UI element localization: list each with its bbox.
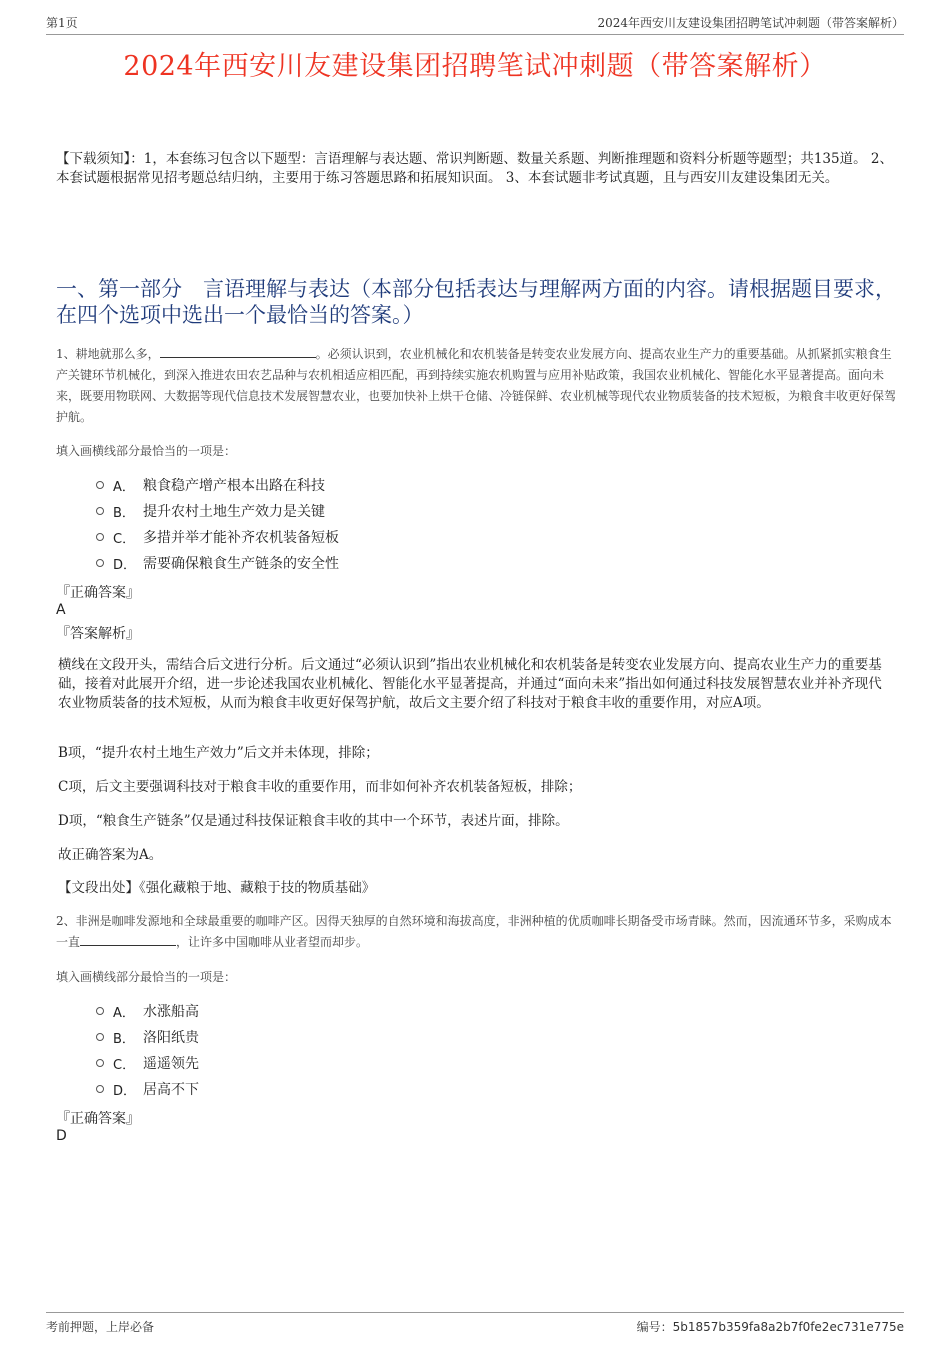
page-header xyxy=(46,14,904,35)
radio-icon[interactable] xyxy=(96,1033,104,1041)
section-title: 一、第一部分 言语理解与表达（本部分包括表达与理解两方面的内容。请根据题目要求，在四个选项中选出一个最恰当的答案。） xyxy=(56,277,896,327)
option-d[interactable]: D． 需要确保粮食生产链条的安全性 xyxy=(96,550,339,576)
option-a[interactable]: A． 粮食稳产增产根本出路在科技 xyxy=(96,472,339,498)
radio-icon[interactable] xyxy=(96,1085,104,1093)
analysis-label: 『答案解析』 xyxy=(56,626,140,642)
correct-answer: A xyxy=(56,602,66,618)
radio-icon[interactable] xyxy=(96,533,104,541)
option-a[interactable]: A． 水涨船高 xyxy=(96,998,199,1024)
footer-slogan: 考前押题，上岸必备 xyxy=(46,1320,155,1334)
option-c[interactable]: C． 遥遥领先 xyxy=(96,1050,199,1076)
question-1-body: 。必须认识到，农业机械化和农机装备是转变农业发展方向、提高农业生产力的重要基础。从抓紧抓实粮食生产关键环节机械化，到深入推进农田农艺品种与农机相适应相匹配，再到持续实施农机购置与应用补贴政策，我国农业机械化、智能化水平显著提高。面向未来，既要用物联网、大数据等现代信息技术发展智慧农业，也要加快补上烘干仓储、冷链保鲜、农业机械等现代农业物质装备的技术短板，为粮食丰收更好保驾护航。 xyxy=(56,347,897,424)
correct-answer: D xyxy=(56,1128,67,1144)
source-citation: 【文段出处】《强化藏粮于地、藏粮于技的物质基础》 xyxy=(58,880,376,896)
question-2-text xyxy=(56,911,900,953)
question-1-prompt: 填入画横线部分最恰当的一项是： xyxy=(56,444,237,458)
radio-icon[interactable] xyxy=(96,507,104,515)
radio-icon[interactable] xyxy=(96,559,104,567)
question-1-options xyxy=(96,472,339,576)
page-footer xyxy=(46,1312,904,1335)
document-title: 2024年西安川友建设集团招聘笔试冲刺题（带答案解析） xyxy=(123,51,827,82)
correct-answer-label: 『正确答案』 xyxy=(56,585,140,601)
option-b[interactable]: B． 洛阳纸贵 xyxy=(96,1024,199,1050)
correct-answer-label: 『正确答案』 xyxy=(56,1111,140,1127)
answer-blank xyxy=(160,345,316,358)
question-2-options xyxy=(96,998,199,1102)
download-notice: 【下载须知】：1，本套练习包含以下题型：言语理解与表达题、常识判断题、数量关系题、判断推理题和资料分析题等题型；共135道。 2、本套试题根据常见招考题总结归纳，主要用于练习答题思路和拓展知识面。 3、本套试题非考试真题，且与西安川友建设集团无关。 xyxy=(56,151,893,186)
radio-icon[interactable] xyxy=(96,1059,104,1067)
radio-icon[interactable] xyxy=(96,1007,104,1015)
analysis-paragraph: B项，“提升农村土地生产效力”后文并未体现，排除； xyxy=(58,745,379,761)
question-2-prompt: 填入画横线部分最恰当的一项是： xyxy=(56,970,237,984)
option-d[interactable]: D． 居高不下 xyxy=(96,1076,199,1102)
header-doc-title: 2024年西安川友建设集团招聘笔试冲刺题（带答案解析） xyxy=(597,16,904,30)
question-2-body: ，让许多中国咖啡从业者望而却步。 xyxy=(176,935,369,949)
analysis-paragraph: 横线在文段开头，需结合后文进行分析。后文通过“必须认识到”指出农业机械化和农机装备是转变农业发展方向、提高农业生产力的重要基础，接着对此展开介绍，进一步论述我国农业机械化、智能化水平显著提高，并通过“面向未来”指出如何通过科技发展智慧农业并补齐现代农业物质装备的技术短板，从而为粮食丰收更好保驾护航，故后文主要介绍了科技对于粮食丰收的重要作用，对应A项。 xyxy=(58,657,882,711)
document-code: 编号：5b1857b359fa8a2b7f0fe2ec731e775e xyxy=(636,1320,904,1334)
analysis-paragraph: D项，“粮食生产链条”仅是通过科技保证粮食丰收的其中一个环节，表述片面，排除。 xyxy=(58,813,569,829)
question-2-lead: 2、非洲是咖啡发源地和全球最重要的咖啡产区。因得天独厚的自然环境和海拔高度，非洲种植的优质咖啡长期备受市场青睐。然而，因流通环节多，采购成本一直 xyxy=(56,914,892,949)
question-1-lead: 1、耕地就那么多， xyxy=(56,347,160,361)
analysis-paragraph: C项，后文主要强调科技对于粮食丰收的重要作用，而非如何补齐农机装备短板，排除； xyxy=(58,779,582,795)
option-b[interactable]: B． 提升农村土地生产效力是关键 xyxy=(96,498,339,524)
answer-blank xyxy=(80,933,176,946)
page-number: 第1页 xyxy=(46,16,78,30)
question-1-text xyxy=(56,344,900,428)
option-c[interactable]: C． 多措并举才能补齐农机装备短板 xyxy=(96,524,339,550)
radio-icon[interactable] xyxy=(96,481,104,489)
analysis-paragraph: 故正确答案为A。 xyxy=(58,847,163,863)
